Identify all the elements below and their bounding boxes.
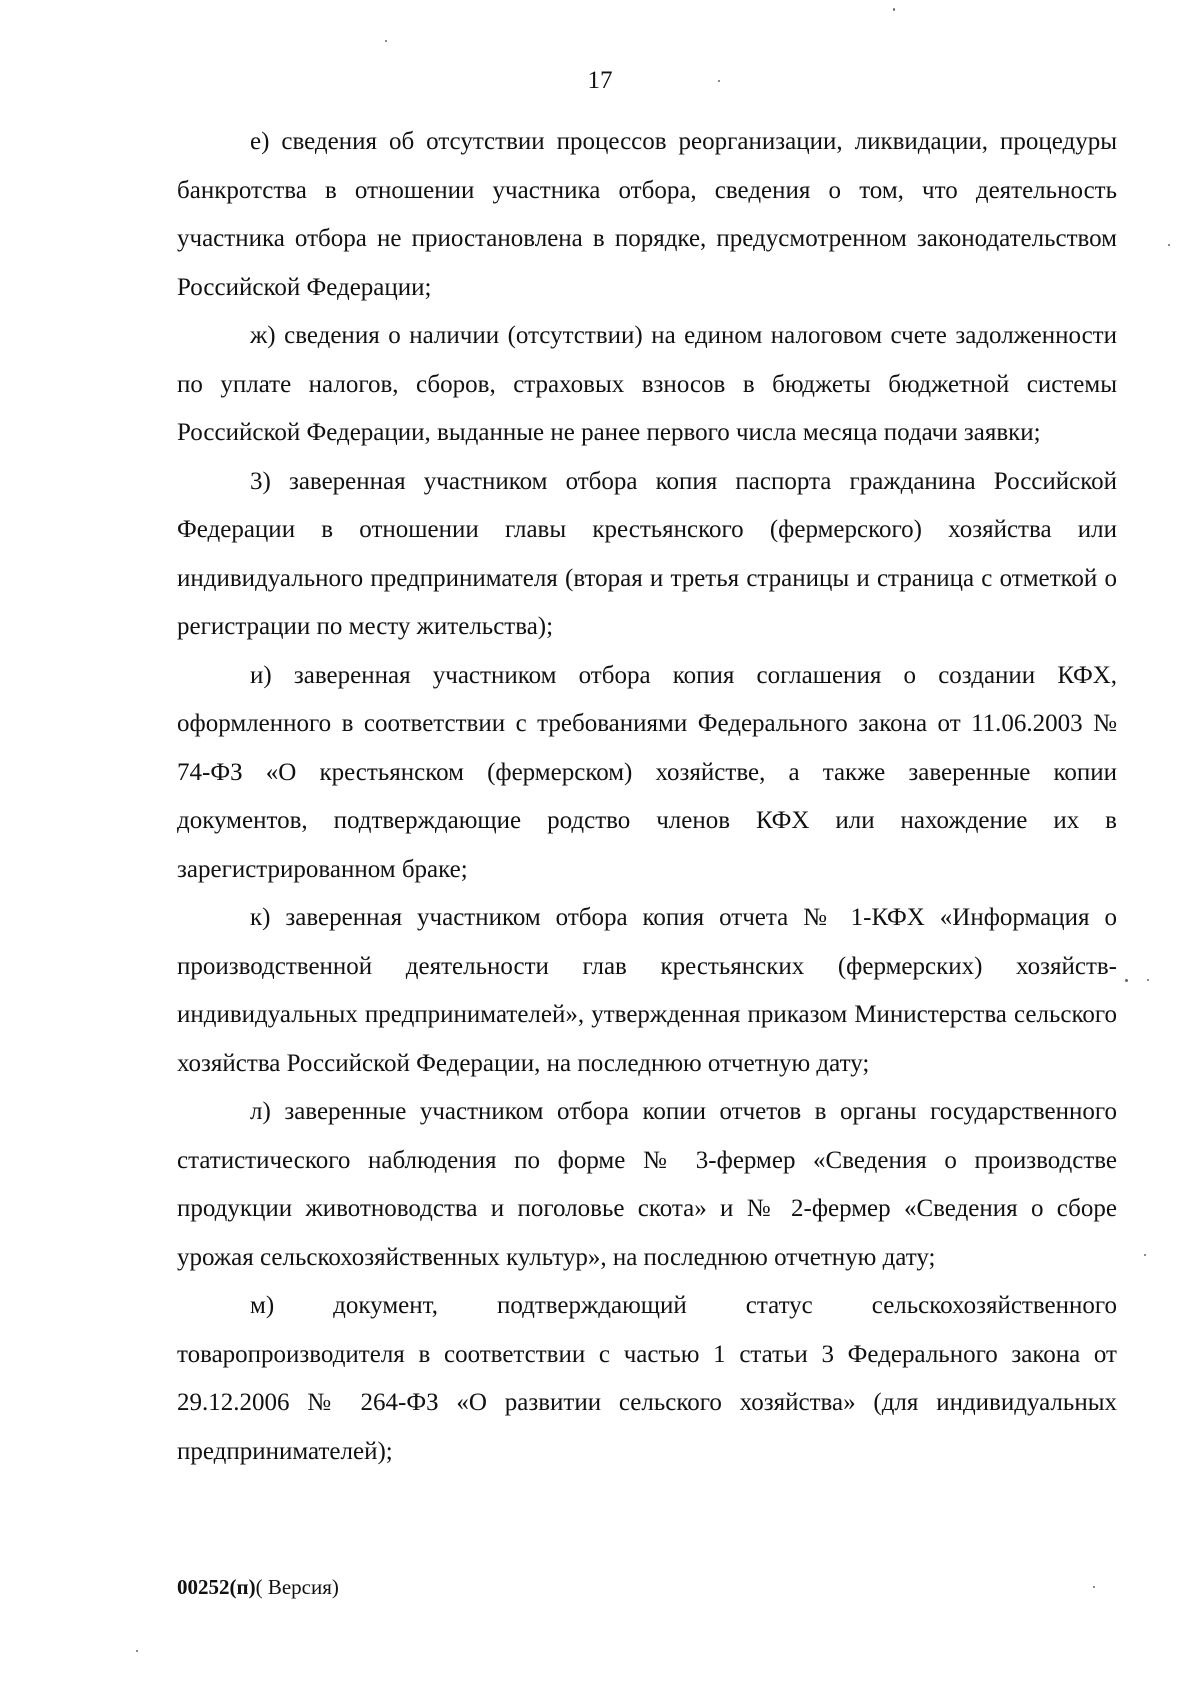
paragraph-3: 3) заверенная участником отбора копия паспорта гражданина Российской Федерации в отношении главы крестьянского (фермерского) хозяйства или индивидуального предпринимателя (вторая и третья страницы и страница с отметкой о регистрации по месту жительства); (177, 467, 1117, 640)
scan-speck (893, 8, 895, 11)
page-number: 17 (587, 67, 613, 94)
paragraph-m: м) документ, подтверждающий статус сельскохозяйственного товаропроизводителя в соответствии с частью 1 статьи 3 Федерального закона от 29.12.2006 № 264-ФЗ «О развитии сельского хозяйства» (для индивидуальных предпринимателей); (177, 1292, 1117, 1465)
scan-speck (1144, 1254, 1146, 1256)
document-footer (177, 1574, 339, 1600)
paragraph-e: е) сведения об отсутствии процессов реорганизации, ликвидации, процедуры банкротства в отношении участника отбора, сведения о том, что деятельность участника отбора не приостановлена в порядке, предусмотренном законодательством Российской Федерации; (177, 128, 1117, 301)
scan-speck (1093, 1586, 1095, 1588)
scan-speck (385, 40, 387, 42)
paragraph-i: и) заверенная участником отбора копия соглашения о создании КФХ, оформленного в соответствии с требованиями Федерального закона от 11.06.2003 № 74-ФЗ «О крестьянском (фермерском) хозяйстве, а также заверенные копии документов, подтверждающие родство членов КФХ или нахождение их в зарегистрированном браке; (177, 661, 1117, 883)
scan-speck (718, 80, 720, 82)
footer-version: ( Версия) (255, 1575, 339, 1599)
scan-speck (1125, 979, 1128, 982)
scan-speck (1147, 979, 1149, 981)
footer-code: 00252(п) (177, 1575, 256, 1599)
document-body (177, 118, 1117, 1476)
scan-speck (1168, 244, 1170, 246)
paragraph-l: л) заверенные участником отбора копии отчетов в органы государственного статистического наблюдения по форме № 3-фермер «Сведения о производстве продукции животноводства и поголовье скота» и № 2-фермер «Сведения о сборе урожая сельскохозяйственных культур», на последнюю отчетную дату; (177, 1098, 1117, 1271)
paragraph-zh: ж) сведения о наличии (отсутствии) на едином налоговом счете задолженности по уплате налогов, сборов, страховых взносов в бюджеты бюджетной системы Российской Федерации, выданные не ранее первого числа месяца подачи заявки; (177, 322, 1117, 446)
scan-speck (136, 1650, 138, 1652)
paragraph-k: к) заверенная участником отбора копия отчета № 1-КФХ «Информация о производственной деятельности глав крестьянских (фермерских) хозяйств-индивидуальных предпринимателей», утвержденная приказом Министерства сельского хозяйства Российской Федерации, на последнюю отчетную дату; (177, 904, 1117, 1077)
